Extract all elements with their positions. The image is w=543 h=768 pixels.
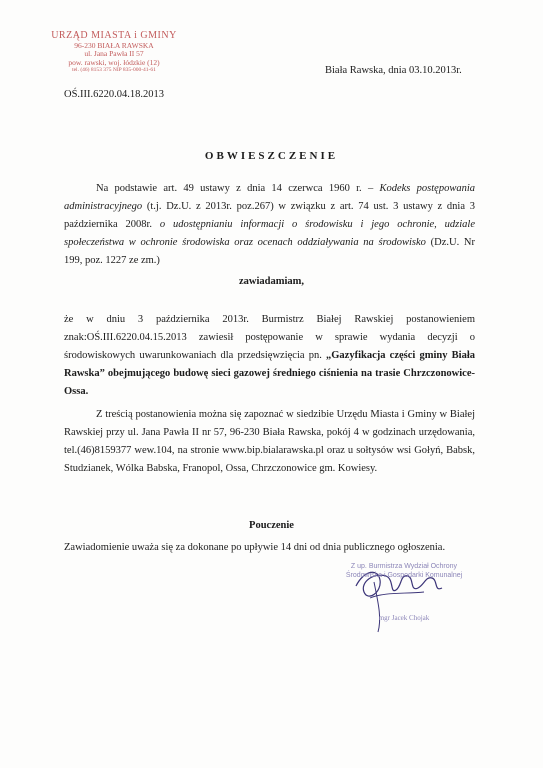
p2-project-name: „Gazyfikacja części gminy Biała Rawska” obejmującego budowę sieci gazowej średniego ciśnienia na trasie Chrzczonowice-Ossa. xyxy=(64,350,475,397)
instruction-text: Zawiadomienie uważa się za dokonane po upływie 14 dni od dnia publicznego ogłoszenia. xyxy=(64,542,446,553)
legal-basis-paragraph xyxy=(64,180,475,270)
instruction-heading: Pouczenie xyxy=(249,520,294,531)
stamp-line-district: pow. rawski, woj. łódzkie (12) xyxy=(68,57,160,67)
notify-heading: zawiadamiam, xyxy=(238,276,305,287)
stamp-line-phone: tel. (46) 8153 375 NIP 835-000-41-61 xyxy=(72,67,156,74)
stamp-line-postcode: 96-230 BIAŁA RAWSKA xyxy=(74,40,154,50)
p1-kpa-title: Kodeks postępowania administracyjnego xyxy=(64,183,475,212)
case-number: OŚ.III.6220.04.18.2013 xyxy=(64,89,165,100)
p3-text: Z treścią postanowienia można się zapoznać w siedzibie Urzędu Miasta i Gminy w Białej Rawskiej przy ul. Jana Pawła II nr 57, 96-230 Biała Rawska, pokój 4 w godzinach urzędowania, tel.(46)8159377 wew.104, na stronie www.bip.bialarawska.pl oraz u sołtysów wsi Gołyń, Babsk, Studzianek, Wólka Babska, Franopol, Ossa, Chrzczonowice gm. Kowiesy. xyxy=(64,409,475,474)
signature-stamp-name: mgr Jacek Chojak xyxy=(378,614,430,622)
decision-paragraph xyxy=(64,311,475,401)
access-info-paragraph xyxy=(64,406,475,478)
p1-act-title: o udostępnianiu informacji o środowisku i jego ochronie, udziale społeczeństwa w ochronie środowiska oraz ocenach oddziaływania na środowisko xyxy=(64,219,475,248)
stamp-line-street: ul. Jana Pawła II 57 xyxy=(84,49,144,59)
signature-block xyxy=(334,562,464,652)
p1-text-a: Na podstawie art. 49 ustawy z dnia 14 czerwca 1960 r. – xyxy=(96,183,380,194)
document-title: OBWIESZCZENIE xyxy=(204,150,339,162)
p1-text-c: (t.j. Dz.U. z 2013r. poz.267) w związku z art. 74 ust. 3 ustawy z dnia 3 października 2008r. xyxy=(64,201,475,230)
p1-text-e: (Dz.U. Nr 199, poz. 1227 ze zm.) xyxy=(64,237,475,266)
p2-text-a: że w dniu 3 października 2013r. Burmistrz Białej Rawskiej postanowieniem znak:OŚ.III.6220.04.15.2013 zawiesił postępowanie w sprawie wydania decyzji o środowiskowych uwarunkowaniach dla przedsięwzięcia pn. xyxy=(64,314,475,361)
stamp-line-office: URZĄD MIASTA i GMINY xyxy=(51,30,177,41)
signature-stamp-title: Z up. Burmistrza Wydział Ochrony Środowiska i Gospodarki Komunalnej xyxy=(345,563,463,579)
office-stamp xyxy=(44,30,184,74)
place-and-date: Biała Rawska, dnia 03.10.2013r. xyxy=(325,65,462,76)
